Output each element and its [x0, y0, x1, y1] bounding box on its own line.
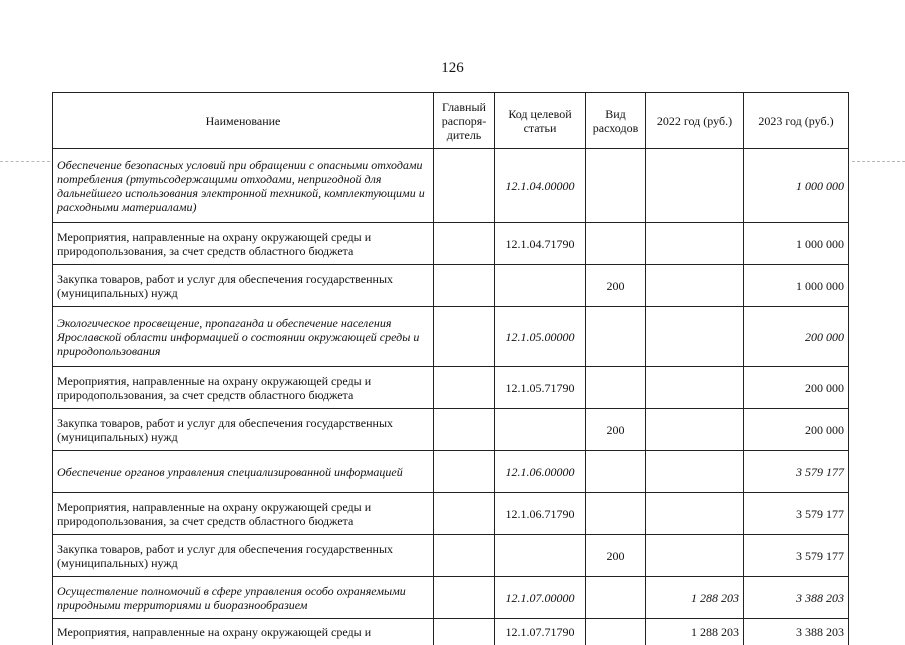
row-code: 12.1.04.71790: [495, 223, 586, 265]
row-amount-2023: 1 000 000: [744, 149, 849, 223]
row-amount-2022: [646, 535, 744, 577]
scan-line-left: [0, 161, 50, 162]
row-name: Мероприятия, направленные на охрану окружающей среды и: [53, 619, 434, 645]
row-expense-type: 200: [586, 265, 646, 307]
header-manager: Главный распоря-дитель: [434, 93, 495, 149]
row-manager: [434, 265, 495, 307]
row-amount-2023: 200 000: [744, 409, 849, 451]
scan-line-right: [852, 161, 905, 162]
row-amount-2023: 3 579 177: [744, 493, 849, 535]
row-name: Закупка товаров, работ и услуг для обеспечения государственных (муниципальных) нужд: [53, 265, 434, 307]
row-code: 12.1.06.00000: [495, 451, 586, 493]
row-name: Закупка товаров, работ и услуг для обеспечения государственных (муниципальных) нужд: [53, 409, 434, 451]
row-expense-type: [586, 307, 646, 367]
row-name: Мероприятия, направленные на охрану окружающей среды и природопользования, за счет средств областного бюджета: [53, 493, 434, 535]
header-expense-type: Вид расходов: [586, 93, 646, 149]
row-name: Мероприятия, направленные на охрану окружающей среды и природопользования, за счет средств областного бюджета: [53, 367, 434, 409]
table-row: [53, 493, 849, 535]
row-manager: [434, 149, 495, 223]
row-expense-type: [586, 619, 646, 645]
row-expense-type: [586, 367, 646, 409]
table-row: [53, 223, 849, 265]
table-header-row: [53, 93, 849, 149]
table-row: [53, 451, 849, 493]
row-code: 12.1.06.71790: [495, 493, 586, 535]
row-expense-type: [586, 493, 646, 535]
row-amount-2023: 1 000 000: [744, 223, 849, 265]
table-row: [53, 367, 849, 409]
row-manager: [434, 307, 495, 367]
row-code: 12.1.07.00000: [495, 577, 586, 619]
row-amount-2022: 1 288 203: [646, 577, 744, 619]
row-amount-2023: 3 388 203: [744, 577, 849, 619]
row-amount-2022: [646, 307, 744, 367]
row-code: 12.1.07.71790: [495, 619, 586, 645]
row-amount-2023: 200 000: [744, 367, 849, 409]
row-code: 12.1.04.00000: [495, 149, 586, 223]
row-name: Осуществление полномочий в сфере управления особо охраняемыми природными территориями и биоразнообразием: [53, 577, 434, 619]
row-manager: [434, 451, 495, 493]
row-amount-2022: [646, 223, 744, 265]
row-amount-2022: [646, 493, 744, 535]
row-amount-2023: 3 388 203: [744, 619, 849, 645]
table-row: [53, 577, 849, 619]
row-amount-2023: 3 579 177: [744, 535, 849, 577]
row-manager: [434, 577, 495, 619]
row-code: [495, 265, 586, 307]
row-expense-type: [586, 451, 646, 493]
row-manager: [434, 367, 495, 409]
header-code: Код целевой статьи: [495, 93, 586, 149]
header-year-2022: 2022 год (руб.): [646, 93, 744, 149]
table-row: [53, 149, 849, 223]
row-amount-2022: [646, 367, 744, 409]
row-code: 12.1.05.00000: [495, 307, 586, 367]
budget-table: [52, 92, 849, 645]
row-amount-2022: [646, 409, 744, 451]
table-row: [53, 409, 849, 451]
row-manager: [434, 535, 495, 577]
header-year-2023: 2023 год (руб.): [744, 93, 849, 149]
row-amount-2022: [646, 149, 744, 223]
table-row: [53, 535, 849, 577]
row-name: Закупка товаров, работ и услуг для обеспечения государственных (муниципальных) нужд: [53, 535, 434, 577]
row-amount-2022: [646, 451, 744, 493]
row-amount-2023: 3 579 177: [744, 451, 849, 493]
row-name: Обеспечение органов управления специализированной информацией: [53, 451, 434, 493]
row-code: [495, 535, 586, 577]
row-expense-type: 200: [586, 409, 646, 451]
page-number: 126: [0, 60, 905, 77]
table-row: [53, 307, 849, 367]
table-row: [53, 619, 849, 645]
row-manager: [434, 409, 495, 451]
table-row: [53, 265, 849, 307]
row-amount-2023: 200 000: [744, 307, 849, 367]
row-manager: [434, 223, 495, 265]
row-amount-2023: 1 000 000: [744, 265, 849, 307]
row-name: Обеспечение безопасных условий при обращении с опасными отходами потребления (ртутьсодержащими отходами, непригодной для дальнейшего использования электронной техникой, комплектующими и расходными материалами): [53, 149, 434, 223]
row-amount-2022: 1 288 203: [646, 619, 744, 645]
header-name: Наименование: [53, 93, 434, 149]
row-expense-type: [586, 577, 646, 619]
row-expense-type: 200: [586, 535, 646, 577]
row-code: [495, 409, 586, 451]
row-manager: [434, 493, 495, 535]
row-code: 12.1.05.71790: [495, 367, 586, 409]
row-name: Экологическое просвещение, пропаганда и обеспечение населения Ярославской области информацией о состоянии окружающей среды и природопользования: [53, 307, 434, 367]
row-expense-type: [586, 149, 646, 223]
row-name: Мероприятия, направленные на охрану окружающей среды и природопользования, за счет средств областного бюджета: [53, 223, 434, 265]
row-manager: [434, 619, 495, 645]
row-amount-2022: [646, 265, 744, 307]
row-expense-type: [586, 223, 646, 265]
